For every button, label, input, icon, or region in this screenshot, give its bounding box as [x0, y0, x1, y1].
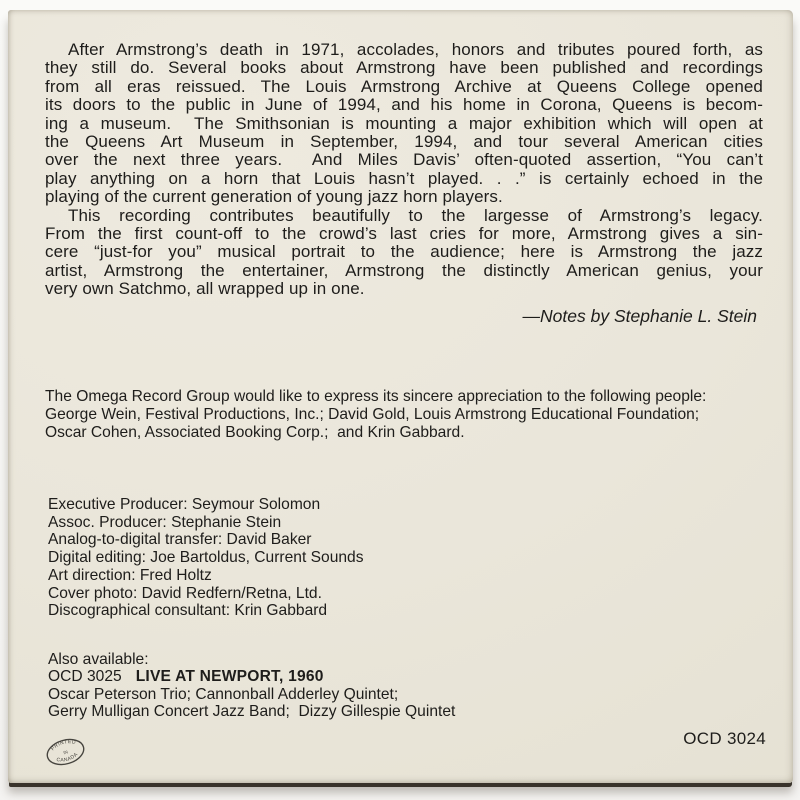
credit-line: Art direction: Fred Holtz: [48, 566, 212, 584]
credit-line: Digital editing: Joe Bartoldus, Current Sounds: [48, 549, 364, 567]
liner-notes-paragraph-1: [45, 41, 763, 188]
also-available-album: [48, 668, 668, 685]
credit-line: Cover photo: David Redfern/Retna, Ltd.: [48, 584, 322, 602]
text-line: playing of the current generation of young jazz horn players.: [45, 187, 503, 207]
text-line: very own Satchmo, all wrapped up in one.: [45, 279, 365, 299]
catalog-number-bottom: OCD 3024: [683, 729, 766, 748]
notes-byline: —Notes by Stephanie L. Stein: [522, 306, 757, 326]
text-line: the Queens Art Museum in September, 1994, and tour several American cities: [45, 132, 763, 152]
text-line: they still do. Several books about Armstrong have been published and recordings: [45, 58, 763, 78]
credit-line: Assoc. Producer: Stephanie Stein: [48, 513, 282, 531]
printed-in-canada-stamp: [43, 735, 87, 768]
catalog-number: OCD 3025: [48, 668, 122, 686]
stamp-text-middle: IN: [62, 749, 69, 756]
text-line: its doors to the public in June of 1994, and his home in Corona, Queens is becom-: [45, 95, 763, 115]
text-line: Oscar Cohen, Associated Booking Corp.; and Krin Gabbard.: [45, 424, 465, 442]
liner-notes-paragraph-2: [45, 207, 763, 281]
text-line: This recording contributes beautifully to the largesse of Armstrong’s legacy.: [68, 205, 763, 225]
album-title: LIVE AT NEWPORT, 1960: [135, 668, 324, 686]
artists-line: Gerry Mulligan Concert Jazz Band; Dizzy Gillespie Quintet: [48, 703, 456, 721]
credits-list: [48, 496, 568, 620]
also-available-heading: Also available:: [48, 651, 149, 668]
credit-line: Discographical consultant: Krin Gabbard: [48, 602, 328, 620]
artists-list: [48, 686, 668, 721]
text-line: After Armstrong’s death in 1971, accolades, honors and tributes poured forth, as: [68, 40, 763, 59]
booklet-page: [8, 10, 793, 783]
text-line: cere “just-for you” musical portrait to the audience; here is Armstrong the jazz: [45, 242, 763, 262]
text-line: artist, Armstrong the entertainer, Armstrong the distinctly American genius, your: [45, 260, 763, 280]
also-available-section: [48, 651, 668, 721]
stamp-text-bottom: CANADA: [55, 751, 80, 764]
text-line: from all eras reissued. The Louis Armstrong Archive at Queens College opened: [45, 76, 763, 96]
text-line: play anything on a horn that Louis hasn’t played. . .” is certainly echoed in the: [45, 168, 763, 188]
stamp-text-top: PRINTED: [49, 739, 77, 753]
liner-notes: [45, 41, 763, 299]
acknowledgment-paragraph: [45, 388, 785, 443]
artists-line: Oscar Peterson Trio; Cannonball Adderley Quintet;: [48, 685, 399, 703]
text-line: George Wein, Festival Productions, Inc.; David Gold, Louis Armstrong Educational Foundation;: [45, 406, 700, 424]
text-line: ing a museum. The Smithsonian is mounting a major exhibition which will open at: [45, 113, 763, 133]
text-line: The Omega Record Group would like to express its sincere appreciation to the following people:: [45, 388, 707, 405]
text-line: over the next three years. And Miles Davis’ often-quoted assertion, “You can’t: [45, 150, 763, 170]
text-line: From the first count-off to the crowd’s last cries for more, Armstrong gives a sin-: [45, 224, 763, 244]
credit-line: Executive Producer: Seymour Solomon: [48, 496, 321, 513]
credit-line: Analog-to-digital transfer: David Baker: [48, 531, 312, 549]
